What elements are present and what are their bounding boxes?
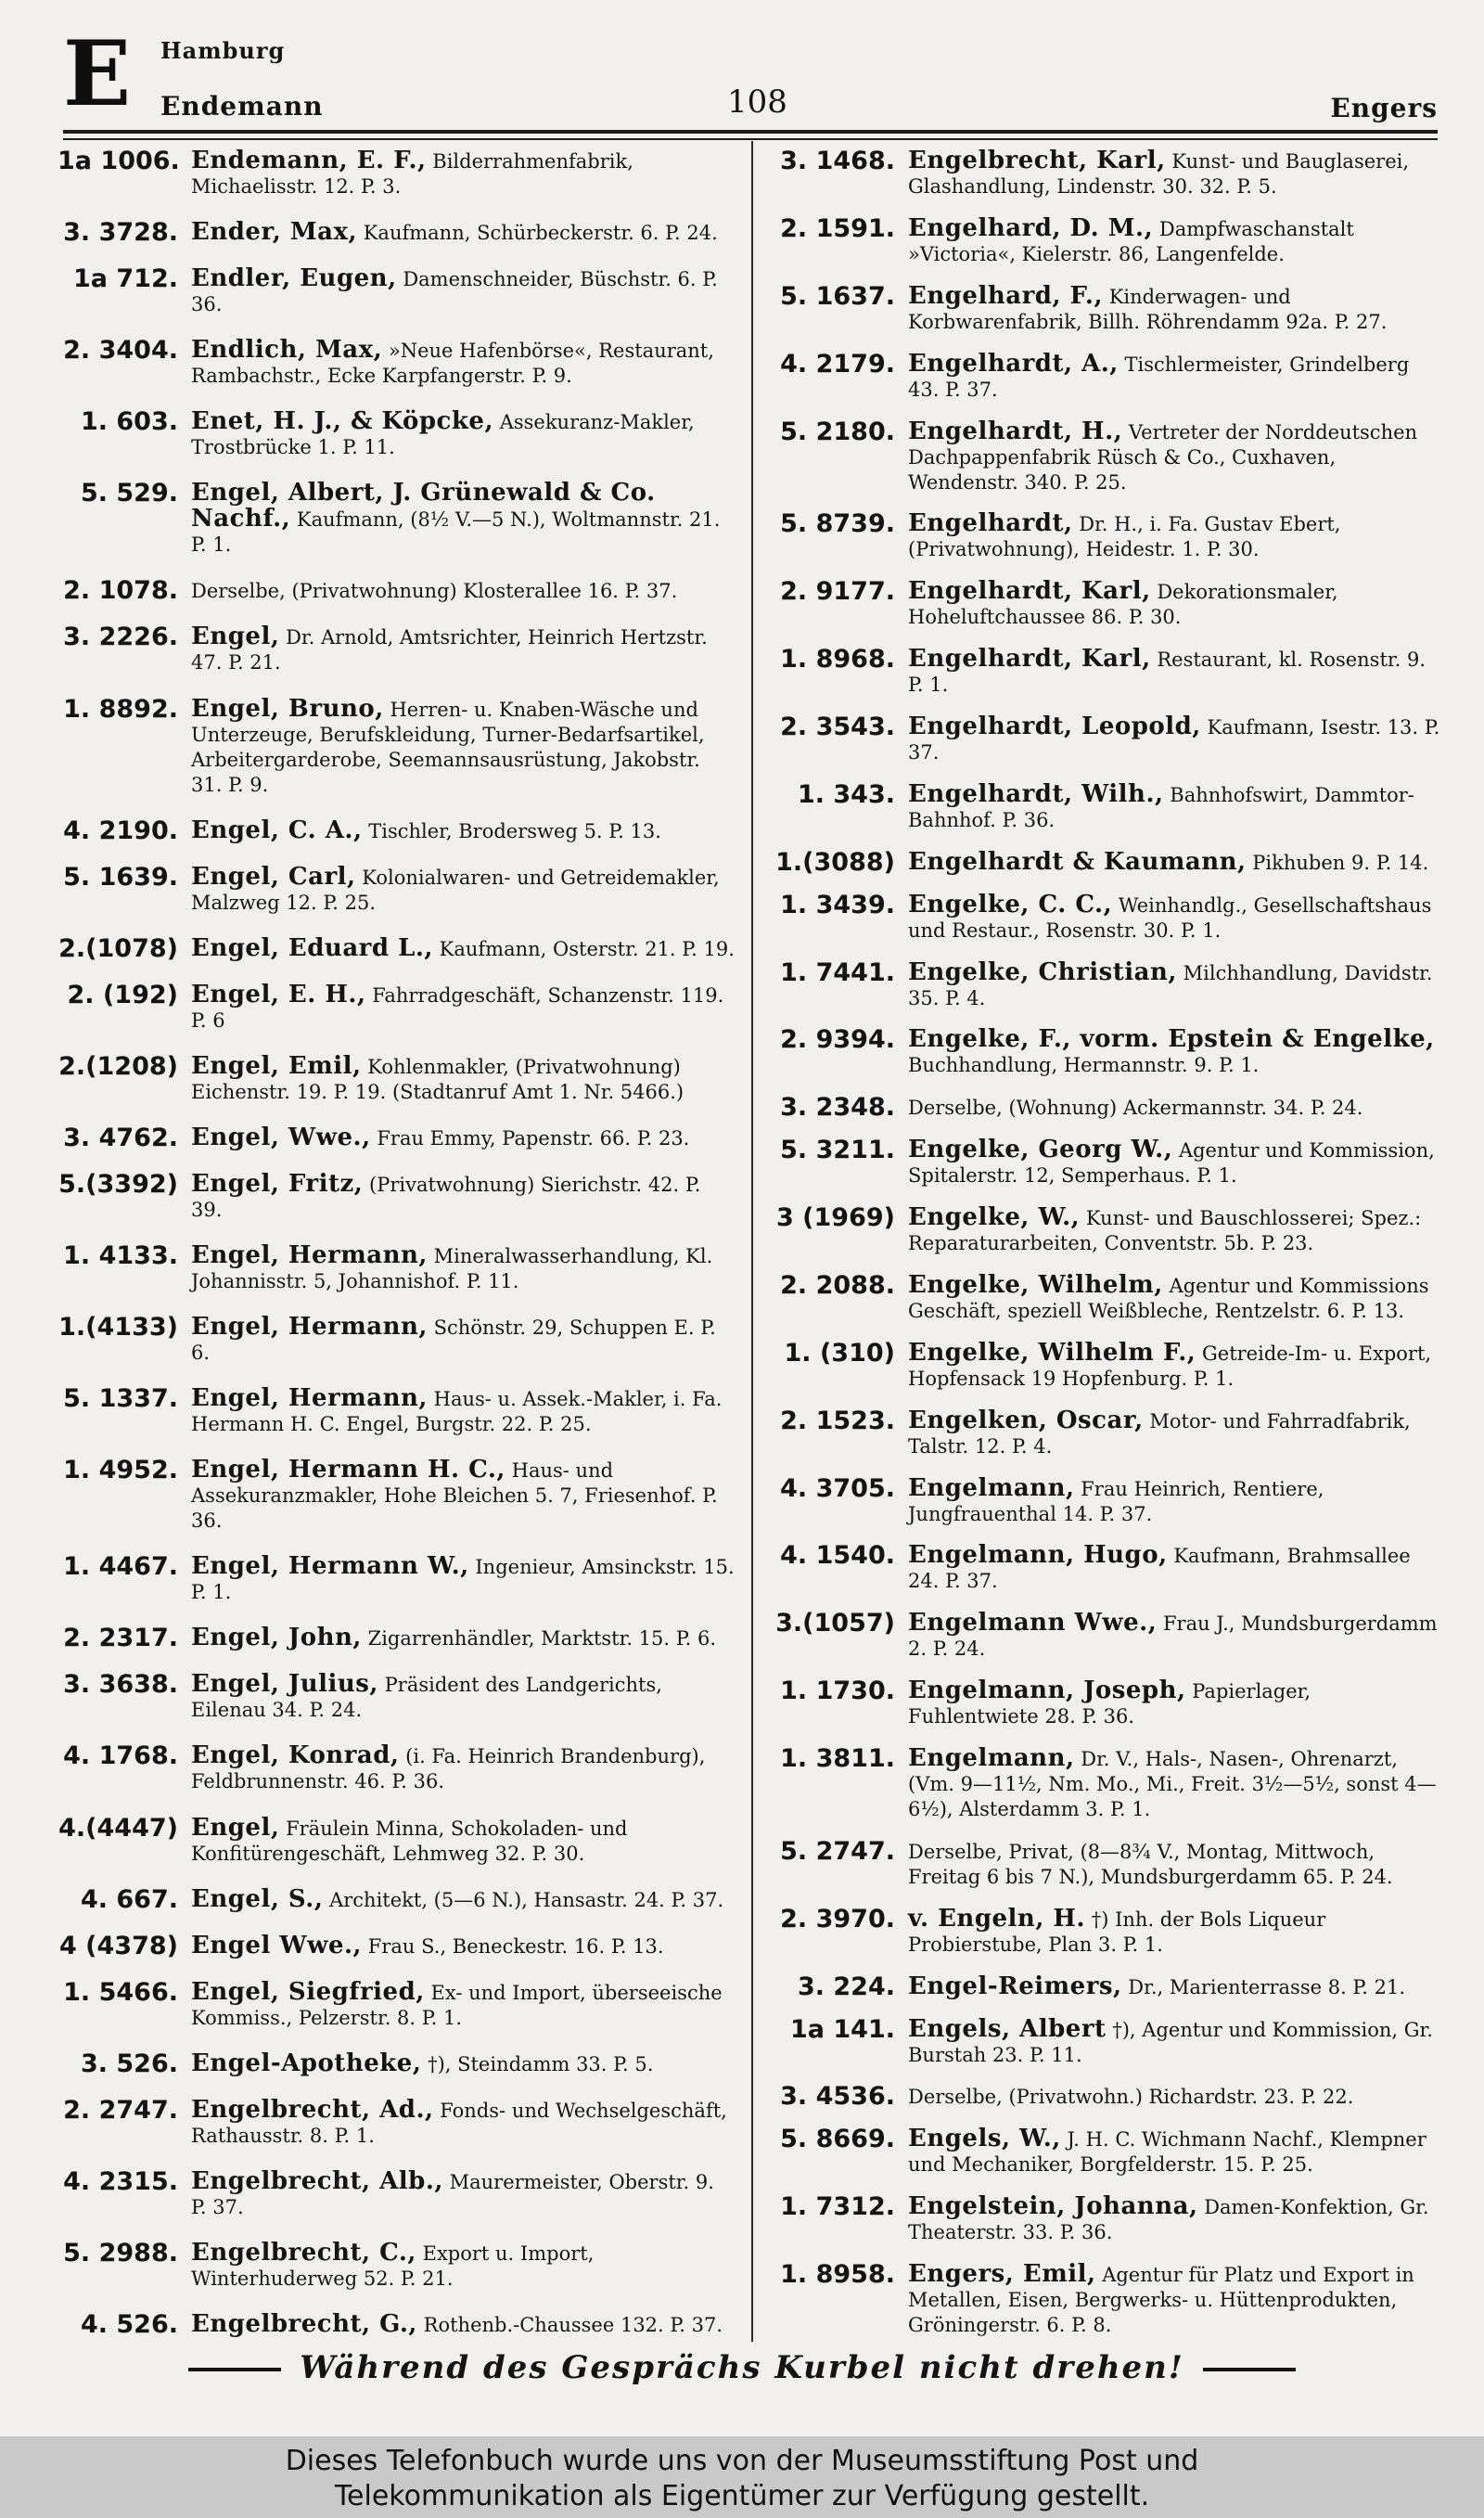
subscriber-name: Engel-Reimers, bbox=[908, 1972, 1122, 2000]
directory-entry bbox=[58, 1625, 735, 1651]
phone-number: 2. 3404. bbox=[63, 336, 178, 366]
phone-number: 1. 3811. bbox=[780, 1744, 895, 1773]
phone-number: 1. (310) bbox=[784, 1338, 895, 1368]
entry-details: Getreide-Im- u. Export, Hopfensack 19 Hopfenburg. P. 1. bbox=[908, 1342, 1432, 1390]
entry-details: Export u. Import, Winterhuderweg 52. P. 21. bbox=[191, 2242, 595, 2290]
directory-entry bbox=[774, 1904, 1442, 1958]
subscriber-name: Endemann, E. F., bbox=[191, 147, 427, 174]
subscriber-name: Engelhardt, Wilh., bbox=[908, 779, 1164, 808]
phone-number: 1. 3439. bbox=[780, 890, 895, 919]
phone-number: 1. 603. bbox=[80, 407, 178, 437]
subscriber-name: Engelhard, F., bbox=[908, 281, 1103, 310]
subscriber-name: Engelke, Wilhelm F., bbox=[908, 1338, 1196, 1367]
directory-entry bbox=[58, 409, 735, 460]
directory-entry bbox=[58, 1933, 735, 1959]
section-letter: E bbox=[63, 21, 132, 126]
subscriber-name: Engelbrecht, Karl, bbox=[908, 147, 1166, 174]
phone-number: 1. 1730. bbox=[780, 1677, 895, 1706]
entry-details: Kaufmann, Schürbeckerstr. 6. P. 24. bbox=[363, 222, 718, 245]
subscriber-name: Engel, C. A., bbox=[191, 816, 363, 844]
entry-details: Agentur und Kommission, Spitalerstr. 12, Semperhaus. P. 1. bbox=[908, 1139, 1435, 1188]
directory-entry bbox=[58, 1977, 735, 2031]
entry-details: Fräulein Minna, Schokoladen- und Konfitürengeschäft, Lehmweg 32. P. 30. bbox=[191, 1817, 628, 1865]
phone-number: 2. 1523. bbox=[780, 1406, 895, 1435]
entry-details: Maurermeister, Oberstr. 9. P. 37. bbox=[191, 2170, 714, 2218]
phone-number: 1a 141. bbox=[789, 2014, 895, 2044]
directory-entry bbox=[58, 1672, 735, 1723]
entry-details: Bilderrahmenfabrik, Michaelisstr. 12. P. 3. bbox=[191, 150, 633, 198]
phone-number: 4. 667. bbox=[80, 1884, 178, 1914]
directory-entry bbox=[774, 148, 1442, 199]
credit-banner bbox=[0, 2436, 1484, 2518]
directory-entry bbox=[774, 1137, 1442, 1188]
directory-entry bbox=[774, 1836, 1442, 1890]
entry-details: Kaufmann, Brahmsallee 24. P. 37. bbox=[908, 1545, 1411, 1593]
entry-details: Ingenieur, Amsinckstr. 15. P. 1. bbox=[191, 1556, 735, 1604]
subscriber-name: Engelhardt, A., bbox=[908, 349, 1119, 378]
directory-entry bbox=[774, 1095, 1442, 1121]
phone-number: 1. 7312. bbox=[780, 2192, 895, 2222]
subscriber-name: Engel, bbox=[191, 623, 280, 651]
entry-details: Kinderwagen- und Korbwarenfabrik, Billh. Röhrendamm 92a. P. 27. bbox=[908, 285, 1388, 333]
entry-details: Bahnhofswirt, Dammtor-Bahnhof. P. 36. bbox=[908, 783, 1414, 831]
phone-number: 5. 8669. bbox=[780, 2125, 895, 2154]
phone-number: 2. 2317. bbox=[63, 1624, 178, 1653]
directory-entry bbox=[774, 1027, 1442, 1078]
directory-entry bbox=[774, 1611, 1442, 1662]
directory-entry bbox=[774, 1473, 1442, 1527]
directory-entry bbox=[58, 1386, 735, 1437]
directory-entry bbox=[774, 1974, 1442, 2000]
directory-entry bbox=[774, 1205, 1442, 1256]
subscriber-name: Engels, Albert bbox=[908, 2014, 1107, 2043]
subscriber-name: Engel, Julius, bbox=[191, 1670, 378, 1699]
footer-dash-right bbox=[1203, 2368, 1296, 2371]
subscriber-name: Engelmann, bbox=[908, 1473, 1075, 1502]
subscriber-name: Engelstein, Johanna, bbox=[908, 2192, 1198, 2221]
entry-details: Damenschneider, Büschstr. 6. P. 36. bbox=[191, 268, 718, 316]
subscriber-name: Engel, Wwe., bbox=[191, 1123, 371, 1151]
entry-details: †) Inh. der Bols Liqueur Probierstube, Plan 3. P. 1. bbox=[908, 1908, 1326, 1956]
directory-entry bbox=[58, 2166, 735, 2220]
phone-number: 3. 3728. bbox=[63, 218, 178, 248]
entry-details: Präsident des Landgerichts, Eilenau 34. P. 24. bbox=[191, 1674, 662, 1722]
left-column bbox=[58, 148, 735, 2338]
phone-number: 1.(4133) bbox=[58, 1313, 178, 1343]
subscriber-name: Engelhardt, Karl, bbox=[908, 577, 1151, 606]
phone-number: 5.(3392) bbox=[58, 1169, 178, 1199]
phone-number: 3. 526. bbox=[80, 2049, 178, 2078]
phone-number: 4. 526. bbox=[80, 2310, 178, 2339]
entry-details: (i. Fa. Heinrich Brandenburg), Feldbrunnenstr. 46. P. 36. bbox=[191, 1745, 706, 1793]
phone-number: 3. 2226. bbox=[63, 623, 178, 652]
entry-details: Dr. V., Hals-, Nasen-, Ohrenarzt, (Vm. 9—11½, Nm. Mo., Mi., Freit. 3½—5½, sonst 4—6½), Alsterdamm 3. P. 1. bbox=[908, 1748, 1437, 1820]
directory-entry bbox=[58, 1051, 735, 1105]
entry-details: Weinhandlg., Gesellschaftshaus und Restaur., Rosenstr. 30. P. 1. bbox=[908, 893, 1432, 942]
directory-entry bbox=[58, 1884, 735, 1914]
entry-details: Dr. Arnold, Amtsrichter, Heinrich Hertzstr. 47. P. 21. bbox=[191, 626, 708, 674]
directory-entry bbox=[58, 1458, 735, 1534]
footer-warning bbox=[0, 2349, 1484, 2386]
phone-number: 3. 1468. bbox=[780, 147, 895, 175]
subscriber-name: Engel, Siegfried, bbox=[191, 1977, 425, 2006]
entry-details: Dr., Marienterrasse 8. P. 21. bbox=[1128, 1975, 1406, 1998]
phone-number: 2. 9394. bbox=[780, 1025, 895, 1055]
subscriber-name: Engelbrecht, Ad., bbox=[191, 2095, 434, 2124]
phone-number: 5. 3211. bbox=[780, 1136, 895, 1165]
directory-entry bbox=[58, 624, 735, 675]
directory-entry bbox=[774, 2084, 1442, 2110]
directory-entry bbox=[774, 847, 1442, 877]
subscriber-name: Engel, Hermann, bbox=[191, 1384, 428, 1413]
phone-number: 3. 4536. bbox=[780, 2082, 895, 2112]
entry-details: Ex- und Import, überseeische Kommiss., Pelzerstr. 8. P. 1. bbox=[191, 1981, 723, 2029]
entry-details: Derselbe, (Privatwohn.) Richardstr. 23. P. 22. bbox=[908, 2086, 1354, 2109]
entry-details: Kunst- und Bauglaserei, Glashandlung, Lindenstr. 30. 32. P. 5. bbox=[908, 150, 1410, 198]
phone-number: 1. 7441. bbox=[780, 957, 895, 987]
entry-details: Zigarrenhändler, Marktstr. 15. P. 6. bbox=[367, 1627, 717, 1651]
entry-details: Haus- und Assekuranzmakler, Hohe Bleichen 5. 7, Friesenhof. P. 36. bbox=[191, 1459, 718, 1533]
phone-number: 1. 8892. bbox=[63, 694, 178, 724]
subscriber-name: Engel, Konrad, bbox=[191, 1741, 400, 1770]
directory-entry bbox=[774, 1338, 1442, 1392]
directory-entry bbox=[58, 1169, 735, 1223]
directory-entry bbox=[774, 281, 1442, 335]
phone-number: 5. 529. bbox=[80, 479, 178, 508]
subscriber-name: Engel, Eduard L., bbox=[191, 933, 433, 962]
subscriber-name: Engelke, Christian, bbox=[908, 957, 1177, 986]
entry-details: Haus- u. Assek.-Makler, i. Fa. Hermann H. C. Engel, Burgstr. 22. P. 25. bbox=[191, 1388, 723, 1436]
right-column bbox=[774, 148, 1442, 2338]
phone-number: 2.(1208) bbox=[58, 1051, 178, 1081]
directory-entry bbox=[58, 148, 735, 199]
directory-entry bbox=[58, 2095, 735, 2149]
directory-entry bbox=[58, 578, 735, 604]
credit-line-2: Telekommunikation als Eigentümer zur Verfügung gestellt. bbox=[334, 2480, 1150, 2512]
entry-details: Motor- und Fahrradfabrik, Talstr. 12. P. 4. bbox=[908, 1409, 1411, 1458]
subscriber-name: Endler, Eugen, bbox=[191, 264, 397, 293]
entry-details: Agentur für Platz und Export in Metallen, Eisen, Bergwerks- u. Hüttenprodukten, Gröningerstr. 6. P. 8. bbox=[908, 2264, 1414, 2336]
subscriber-name: Ender, Max, bbox=[191, 218, 358, 247]
phone-number: 1. 8958. bbox=[780, 2260, 895, 2289]
subscriber-name: Endlich, Max, bbox=[191, 336, 383, 365]
subscriber-name: Engel, Carl, bbox=[191, 862, 356, 891]
entry-details: Frau S., Beneckestr. 16. P. 13. bbox=[367, 1934, 664, 1958]
subscriber-name: Engel, bbox=[191, 1813, 280, 1842]
subscriber-name: Engel-Apotheke, bbox=[191, 2049, 422, 2077]
entry-details: Dekorationsmaler, Hoheluftchaussee 86. P. 30. bbox=[908, 581, 1338, 629]
page-number: 108 bbox=[727, 84, 787, 121]
phone-number: 5. 1337. bbox=[63, 1384, 178, 1414]
entry-details: Rothenb.-Chaussee 132. P. 37. bbox=[423, 2314, 723, 2336]
entry-details: Assekuranz-Makler, Trostbrücke 1. P. 11. bbox=[191, 411, 695, 459]
header-city: Hamburg bbox=[160, 37, 286, 64]
subscriber-name: Engelhardt, Leopold, bbox=[908, 713, 1201, 740]
subscriber-name: Engers, Emil, bbox=[908, 2260, 1096, 2288]
header-rule-thick bbox=[63, 130, 1438, 134]
subscriber-name: Engel Wwe., bbox=[191, 1931, 363, 1959]
phone-number: 4. 2315. bbox=[63, 2166, 178, 2196]
directory-entry bbox=[58, 2238, 735, 2292]
subscriber-name: Engel, Fritz, bbox=[191, 1169, 364, 1198]
phone-number: 4. 1768. bbox=[63, 1741, 178, 1771]
entry-details: Frau Heinrich, Rentiere, Jungfrauenthal 14. P. 37. bbox=[908, 1477, 1324, 1525]
entry-details: Herren- u. Knaben-Wäsche und Unterzeuge, Berufskleidung, Turner-Bedarfsartikel, Arbeitergarderobe, Seemannsausrüstung, Jakobstr. 31. P. 9. bbox=[191, 698, 705, 796]
directory-entry bbox=[774, 579, 1442, 630]
directory-entry bbox=[58, 980, 735, 1034]
directory-entry bbox=[58, 266, 735, 317]
phone-number: 3. 4762. bbox=[63, 1123, 178, 1152]
subscriber-name: Engelmann, Joseph, bbox=[908, 1677, 1186, 1705]
phone-number: 1.(3088) bbox=[775, 847, 895, 877]
entry-details: Dampfwaschanstalt »Victoria«, Kielerstr. 86, Langenfelde. bbox=[908, 217, 1354, 265]
phone-number: 1. 4133. bbox=[63, 1241, 178, 1270]
subscriber-name: Engel, Hermann, bbox=[191, 1241, 428, 1269]
subscriber-name: Enet, H. J., & Köpcke, bbox=[191, 407, 493, 436]
phone-number: 4. 3705. bbox=[780, 1473, 895, 1503]
directory-entry bbox=[58, 1315, 735, 1366]
phone-number: 2. 3543. bbox=[780, 713, 895, 741]
entry-details: Kohlenmakler, (Privatwohnung) Eichenstr. 19. P. 19. (Stadtanruf Amt 1. Nr. 5466.) bbox=[191, 1055, 684, 1103]
directory-entry bbox=[58, 220, 735, 246]
subscriber-name: Engelke, F., vorm. Epstein & Engelke, bbox=[908, 1025, 1435, 1054]
entry-details: Schönstr. 29, Schuppen E. P. 6. bbox=[191, 1317, 716, 1365]
phone-number: 2. 2088. bbox=[780, 1270, 895, 1300]
entry-details: Fonds- und Wechselgeschäft, Rathausstr. 8. P. 1. bbox=[191, 2099, 727, 2147]
entry-details: Kaufmann, Osterstr. 21. P. 19. bbox=[439, 937, 735, 960]
entry-details: Frau J., Mundsburgerdamm 2. P. 24. bbox=[908, 1612, 1438, 1661]
phone-number: 2. 9177. bbox=[780, 577, 895, 607]
directory-entry bbox=[58, 2312, 735, 2338]
header-first-entry: Endemann bbox=[160, 91, 324, 122]
subscriber-name: Engelhardt & Kaumann, bbox=[908, 847, 1247, 876]
phone-number: 5. 1639. bbox=[63, 862, 178, 892]
directory-entry bbox=[58, 1743, 735, 1794]
header-rule-thin bbox=[63, 138, 1438, 140]
directory-entry bbox=[58, 933, 735, 963]
directory-entry bbox=[774, 957, 1442, 1011]
subscriber-name: Engelmann Wwe., bbox=[908, 1609, 1158, 1638]
subscriber-name: Engelbrecht, C., bbox=[191, 2238, 416, 2267]
entry-details: Kaufmann, (8½ V.—5 N.), Woltmannstr. 21. P. 1. bbox=[191, 508, 721, 557]
phone-number: 1. 4952. bbox=[63, 1456, 178, 1485]
entry-details: Tischler, Brodersweg 5. P. 13. bbox=[368, 819, 661, 842]
directory-entry bbox=[774, 1543, 1442, 1594]
subscriber-name: Engel, Hermann, bbox=[191, 1313, 428, 1342]
directory-entry bbox=[58, 862, 735, 916]
entry-details: Buchhandlung, Hermannstr. 9. P. 1. bbox=[908, 1054, 1260, 1077]
entry-details: Kolonialwaren- und Getreidemakler, Malzweg 12. P. 25. bbox=[191, 866, 720, 914]
phone-number: 3.(1057) bbox=[775, 1609, 895, 1638]
phone-number: 1. 4467. bbox=[63, 1552, 178, 1582]
phone-number: 5. 1637. bbox=[780, 281, 895, 311]
directory-entry bbox=[58, 818, 735, 844]
entry-details: Mineralwasserhandlung, Kl. Johannisstr. 5, Johannishof. P. 11. bbox=[191, 1245, 713, 1292]
directory-entry bbox=[774, 2194, 1442, 2245]
phone-number: 2. 2747. bbox=[63, 2095, 178, 2125]
subscriber-name: Engel, Emil, bbox=[191, 1051, 362, 1080]
subscriber-name: Engel, S., bbox=[191, 1884, 324, 1913]
directory-entry bbox=[774, 1408, 1442, 1459]
subscriber-name: Engel, Hermann H. C., bbox=[191, 1456, 505, 1484]
entry-details: J. H. C. Wichmann Nachf., Klempner und Mechaniker, Borgfelderstr. 15. P. 25. bbox=[908, 2128, 1426, 2177]
subscriber-name: Engel, Hermann W., bbox=[191, 1552, 469, 1581]
directory-entry bbox=[58, 1813, 735, 1867]
phone-number: 3. 2348. bbox=[780, 1093, 895, 1123]
phone-number: 4 (4378) bbox=[58, 1931, 178, 1960]
entry-details: Milchhandlung, Davidstr. 35. P. 4. bbox=[908, 961, 1433, 1009]
phone-number: 3. 3638. bbox=[63, 1670, 178, 1700]
directory-entry bbox=[774, 1270, 1442, 1324]
entry-details: Derselbe, Privat, (8—8¾ V., Montag, Mittwoch, Freitag 6 bis 7 N.), Mundsburgerdamm 65. P. 24. bbox=[908, 1840, 1393, 1888]
entry-details: Agentur und Kommissions Geschäft, speziell Weißbleche, Rentzelstr. 6. P. 13. bbox=[908, 1274, 1429, 1322]
phone-number: 5. 2180. bbox=[780, 417, 895, 446]
phone-number: 1a 712. bbox=[72, 264, 178, 294]
directory-entry bbox=[58, 694, 735, 798]
footer-warning-text: Während des Gesprächs Kurbel nicht drehen! bbox=[300, 2349, 1184, 2386]
subscriber-name: Engelhard, D. M., bbox=[908, 213, 1154, 242]
phone-number: 5. 2988. bbox=[63, 2238, 178, 2267]
directory-entry bbox=[774, 1678, 1442, 1729]
entry-details: Tischlermeister, Grindelberg 43. P. 37. bbox=[908, 353, 1410, 401]
subscriber-name: Engelhardt, H., bbox=[908, 417, 1123, 445]
directory-entry bbox=[58, 1554, 735, 1605]
subscriber-name: Engel, E. H., bbox=[191, 980, 366, 1008]
directory-entry bbox=[58, 2051, 735, 2077]
phone-number: 5. 8739. bbox=[780, 509, 895, 539]
directory-entry bbox=[774, 2014, 1442, 2068]
phone-number: 1. 343. bbox=[797, 779, 895, 809]
phone-number: 3 (1969) bbox=[775, 1203, 895, 1232]
directory-entry bbox=[774, 1746, 1442, 1822]
entry-details: Frau Emmy, Papenstr. 66. P. 23. bbox=[377, 1126, 690, 1150]
entry-details: Damen-Konfektion, Gr. Theaterstr. 33. P. 36. bbox=[908, 2196, 1429, 2244]
directory-entry bbox=[774, 419, 1442, 495]
header-last-entry: Engers bbox=[1330, 93, 1438, 123]
entry-details: Vertreter der Norddeutschen Dachpappenfabrik Rüsch & Co., Cuxhaven, Wendenstr. 340. P. 25. bbox=[908, 420, 1418, 494]
entry-details: Papierlager, Fuhlentwiete 28. P. 36. bbox=[908, 1680, 1311, 1728]
subscriber-name: Engelbrecht, Alb., bbox=[191, 2166, 443, 2195]
entry-details: Kaufmann, Isestr. 13. P. 37. bbox=[908, 716, 1440, 764]
subscriber-name: Engelhardt, Karl, bbox=[908, 645, 1151, 674]
directory-entry bbox=[774, 714, 1442, 765]
entry-details: Pikhuben 9. P. 14. bbox=[1252, 851, 1429, 874]
directory-entry bbox=[58, 481, 735, 558]
subscriber-name: Engelke, W., bbox=[908, 1203, 1081, 1231]
phone-number: 2.(1078) bbox=[58, 933, 178, 963]
footer-dash-left bbox=[188, 2368, 281, 2371]
subscriber-name: v. Engeln, H. bbox=[908, 1904, 1086, 1933]
entry-details: Architekt, (5—6 N.), Hansastr. 24. P. 37. bbox=[329, 1888, 724, 1911]
directory-entry bbox=[774, 349, 1442, 403]
directory-entry bbox=[58, 1243, 735, 1294]
subscriber-name: Engelbrecht, G., bbox=[191, 2310, 417, 2338]
entry-details: Derselbe, (Privatwohnung) Klosterallee 16. P. 37. bbox=[191, 580, 678, 603]
entry-details: Dr. H., i. Fa. Gustav Ebert, (Privatwohnung), Heidestr. 1. P. 30. bbox=[908, 513, 1341, 561]
phone-number: 2. 1078. bbox=[63, 576, 178, 606]
phone-number: 2. (192) bbox=[67, 980, 178, 1009]
entry-details: Derselbe, (Wohnung) Ackermannstr. 34. P. 24. bbox=[908, 1097, 1363, 1120]
directory-entry bbox=[774, 213, 1442, 267]
directory-entry bbox=[774, 2262, 1442, 2338]
column-divider bbox=[751, 141, 753, 2342]
subscriber-name: Engelmann, Hugo, bbox=[908, 1541, 1168, 1570]
phone-number: 3. 224. bbox=[797, 1972, 895, 2001]
phone-number: 4. 2179. bbox=[780, 349, 895, 379]
directory-entry bbox=[774, 511, 1442, 562]
page-header bbox=[63, 21, 1438, 144]
phone-number: 4. 1540. bbox=[780, 1541, 895, 1571]
entry-details: Fahrradgeschäft, Schanzenstr. 119. P. 6 bbox=[191, 983, 724, 1032]
phone-number: 2. 3970. bbox=[780, 1904, 895, 1933]
directory-entry bbox=[774, 779, 1442, 833]
subscriber-name: Engels, W., bbox=[908, 2125, 1061, 2153]
phone-number: 4. 2190. bbox=[63, 816, 178, 845]
entry-details: (Privatwohnung) Sierichstr. 42. P. 39. bbox=[191, 1173, 701, 1221]
subscriber-name: Engelmann, bbox=[908, 1744, 1075, 1772]
subscriber-name: Engelken, Oscar, bbox=[908, 1406, 1144, 1434]
directory-entry bbox=[774, 2126, 1442, 2178]
directory-entry bbox=[774, 647, 1442, 698]
subscriber-name: Engel, Bruno, bbox=[191, 694, 384, 723]
entry-details: »Neue Hafenbörse«, Restaurant, Rambachstr., Ecke Karpfangerstr. P. 9. bbox=[191, 340, 714, 388]
credit-line-1: Dieses Telefonbuch wurde uns von der Museumsstiftung Post und bbox=[285, 2445, 1199, 2477]
directory-entry bbox=[774, 890, 1442, 944]
phone-number: 1. 8968. bbox=[780, 645, 895, 674]
subscriber-name: Engelke, Georg W., bbox=[908, 1136, 1173, 1164]
entry-details: †), Agentur und Kommission, Gr. Burstah 23. P. 11. bbox=[908, 2018, 1433, 2066]
entry-details: Kunst- und Bauschlosserei; Spez.: Reparaturarbeiten, Conventstr. 5b. P. 23. bbox=[908, 1207, 1422, 1254]
entry-details: †), Steindamm 33. P. 5. bbox=[428, 2052, 654, 2075]
subscriber-name: Engel, John, bbox=[191, 1624, 362, 1652]
phone-number: 1. 5466. bbox=[63, 1977, 178, 2007]
phone-number: 1a 1006. bbox=[58, 147, 180, 175]
phone-number: 4.(4447) bbox=[58, 1813, 178, 1843]
entry-details: Restaurant, kl. Rosenstr. 9. P. 1. bbox=[908, 649, 1426, 697]
directory-entry bbox=[58, 1125, 735, 1151]
directory-entry bbox=[58, 338, 735, 389]
subscriber-name: Engelhardt, bbox=[908, 509, 1073, 538]
subscriber-name: Engelke, Wilhelm, bbox=[908, 1270, 1163, 1299]
subscriber-name: Engelke, C. C., bbox=[908, 890, 1113, 919]
phone-number: 5. 2747. bbox=[780, 1836, 895, 1866]
subscriber-name: Engel, Albert, J. Grünewald & Co. Nachf., bbox=[191, 479, 656, 533]
phone-number: 2. 1591. bbox=[780, 213, 895, 243]
